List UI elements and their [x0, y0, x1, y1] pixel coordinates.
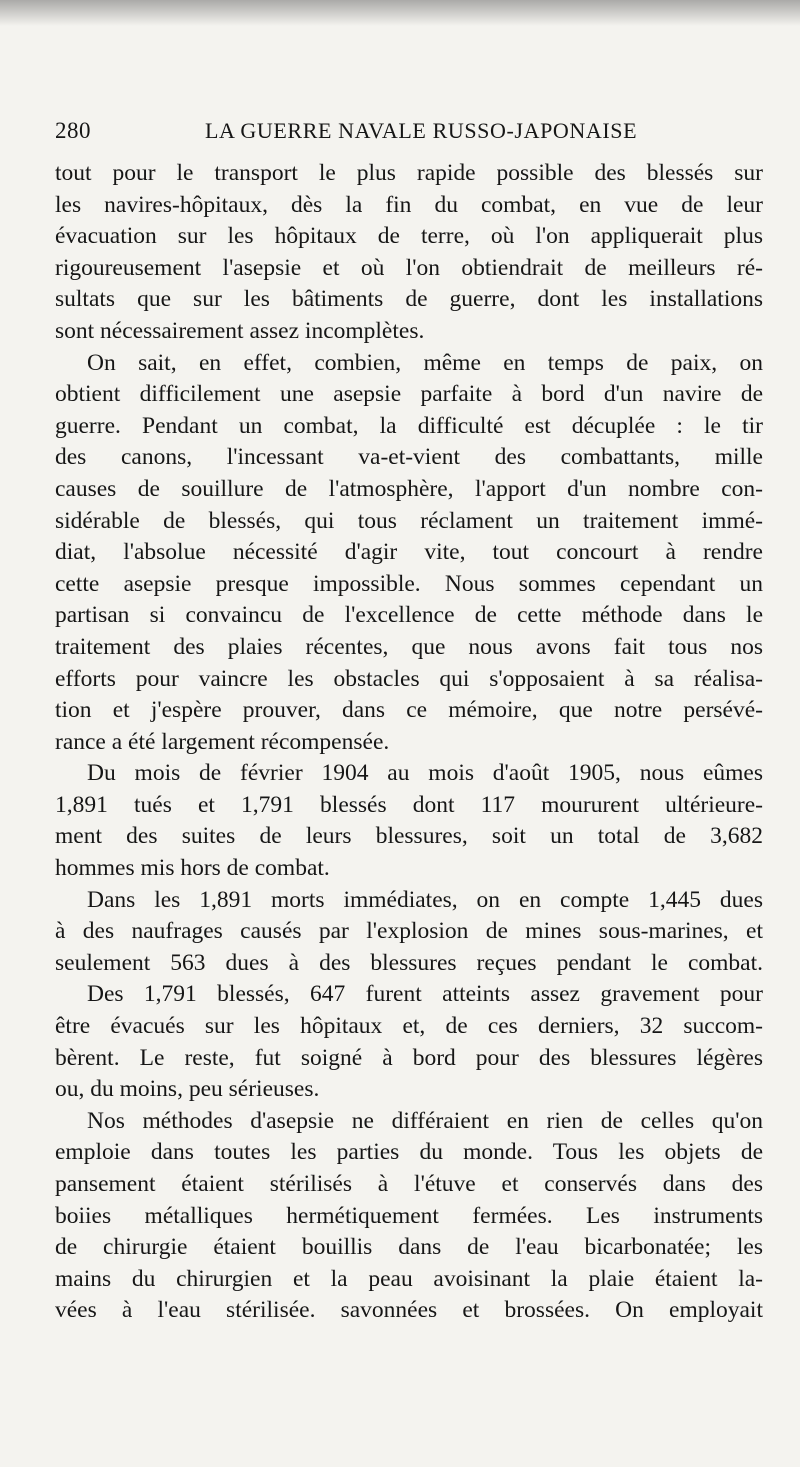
book-page — [55, 118, 763, 1327]
running-title: LA GUERRE NAVALE RUSSO-JAPONAISE — [205, 118, 638, 143]
text-line: mains du chirurgien et la peau avoisinant la plaie étaient la- — [55, 1265, 763, 1292]
text-line: rigoureusement l'asepsie et où l'on obtiendrait de meilleurs ré- — [55, 254, 763, 281]
body-text — [55, 158, 763, 1327]
paragraph — [55, 158, 763, 348]
text-line: hommes mis hors de combat. — [55, 855, 330, 882]
text-line: traitement des plaies récentes, que nous avons fait tous nos — [55, 633, 763, 660]
text-line: sont nécessairement assez incomplètes. — [55, 317, 425, 344]
text-line: rance a été largement récompensée. — [55, 728, 390, 755]
page-header — [55, 118, 763, 158]
text-line: évacuation sur les hôpitaux de terre, où l'on appliquerait plus — [55, 223, 763, 250]
text-line: seulement 563 dues à des blessures reçues pendant le combat. — [55, 949, 763, 976]
text-line: Du mois de février 1904 au mois d'août 1905, nous eûmes — [87, 760, 763, 787]
text-line: efforts pour vaincre les obstacles qui s'opposaient à sa réalisa- — [55, 665, 763, 692]
text-line: partisan si convaincu de l'excellence de cette méthode dans le — [55, 602, 763, 629]
text-line: sultats que sur les bâtiments de guerre, dont les installations — [55, 286, 763, 313]
text-line: ou, du moins, peu sérieuses. — [55, 1076, 320, 1103]
text-line: obtient difficilement une asepsie parfaite à bord d'un navire de — [55, 381, 763, 408]
text-line: guerre. Pendant un combat, la difficulté est décuplée : le tir — [55, 412, 763, 439]
text-line: cette asepsie presque impossible. Nous sommes cependant un — [55, 570, 763, 597]
paragraph — [55, 979, 763, 1105]
text-line: causes de souillure de l'atmosphère, l'apport d'un nombre con- — [55, 475, 763, 502]
text-line: 1,891 tués et 1,791 blessés dont 117 moururent ultérieure- — [55, 791, 763, 818]
text-line: tion et j'espère prouver, dans ce mémoire, que notre persévé- — [55, 697, 763, 724]
text-line: emploie dans toutes les parties du monde. Tous les objets de — [55, 1139, 763, 1166]
paragraph — [55, 1106, 763, 1327]
paragraph — [55, 348, 763, 759]
text-line: ment des suites de leurs blessures, soit un total de 3,682 — [55, 823, 763, 850]
text-line: Des 1,791 blessés, 647 furent atteints assez gravement pour — [87, 981, 763, 1008]
text-line: pansement étaient stérilisés à l'étuve et conservés dans des — [55, 1171, 763, 1197]
text-line: des canons, l'incessant va-et-vient des combattants, mille — [55, 444, 763, 471]
text-line: Nos méthodes d'asepsie ne différaient en rien de celles qu'on — [87, 1107, 763, 1134]
text-line: tout pour le transport le plus rapide possible des blessés sur — [55, 160, 763, 186]
text-line: bèrent. Le reste, fut soigné à bord pour des blessures légères — [55, 1044, 763, 1071]
page-top-shadow — [0, 0, 800, 26]
text-line: vées à l'eau stérilisée. savonnées et brossées. On employait — [55, 1297, 763, 1324]
text-line: diat, l'absolue nécessité d'agir vite, tout concourt à rendre — [55, 539, 763, 566]
text-line: Dans les 1,891 morts immédiates, on en compte 1,445 dues — [87, 886, 763, 913]
text-line: boiies métalliques hermétiquement fermées. Les instruments — [55, 1202, 763, 1229]
text-line: On sait, en effet, combien, même en temps de paix, on — [87, 349, 763, 376]
text-line: être évacués sur les hôpitaux et, de ces derniers, 32 succom- — [55, 1013, 763, 1040]
page-number: 280 — [55, 118, 91, 143]
text-line: sidérable de blessés, qui tous réclament un traitement immé- — [55, 507, 763, 534]
text-line: les navires-hôpitaux, dès la fin du combat, en vue de leur — [55, 191, 763, 218]
text-line: à des naufrages causés par l'explosion de mines sous-marines, et — [55, 918, 763, 945]
text-line: de chirurgie étaient bouillis dans de l'eau bicarbonatée; les — [55, 1234, 763, 1261]
paragraph — [55, 885, 763, 980]
paragraph — [55, 758, 763, 884]
